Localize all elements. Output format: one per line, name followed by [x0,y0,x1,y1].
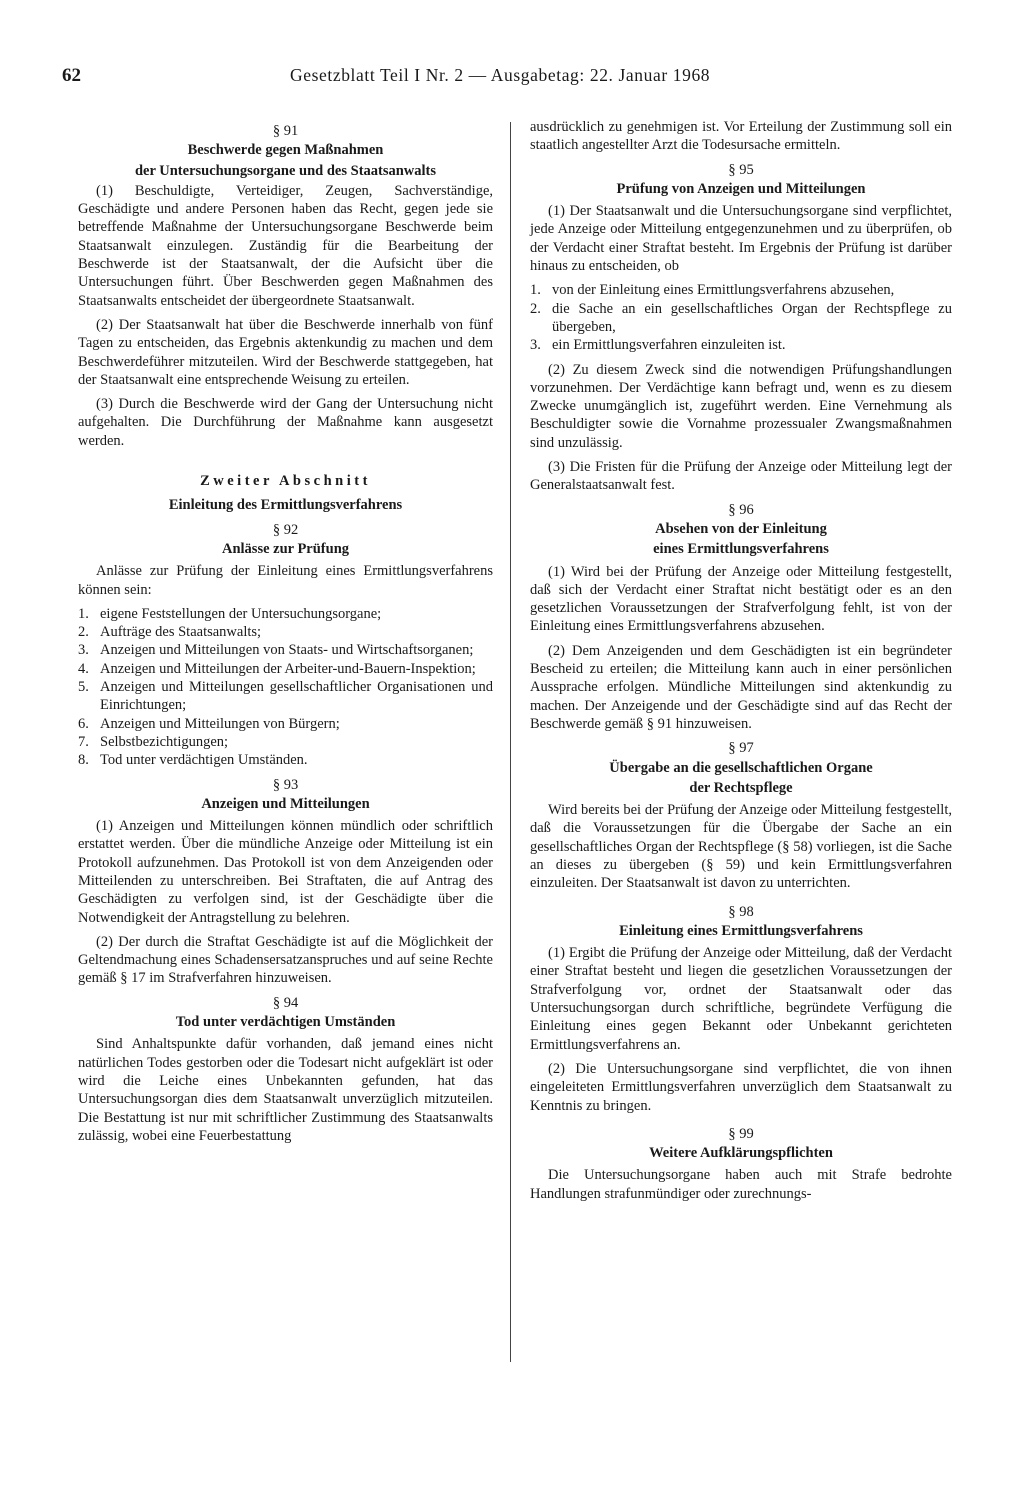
section-94-sign: § 94 [272,994,299,1011]
left-column [78,118,493,1151]
section-95-sign: § 95 [728,161,754,178]
section-91-title: Beschwerde gegen Maßnahmen [187,142,384,159]
section-91-sign: § 91 [272,123,299,139]
section-91-paragraph-2: (2) Der Staatsanwalt hat über die Beschwerde innerhalb von fünf Tagen zu entscheiden, das Ergebnis aktenkundig zu machen und dem Beschwerdeführer mitzuteilen. Wird der Beschwerde stattgegeben, hat der Staatsanwalt eine entsprechende Weisung zu erteilen. [78,316,493,388]
section-98-paragraph-2: (2) Die Untersuchungsorgane sind verpflichtet, die von ihnen eingeleiteten Ermittlungsverfahren unverzüglich dem Staatsanwalt zu Kenntnis zu bringen. [530,1060,952,1114]
list-item: 8. Tod unter verdächtigen Umständen. [78,752,308,769]
list-item: 7. Selbstbezichtigungen; [78,733,229,750]
section-98-paragraph-1: (1) Ergibt die Prüfung der Anzeige oder Mitteilung, daß der Verdacht einer Straftat besteht und liegen die gesetzlichen Voraussetzungen der Strafverfolgung vor, ordnet der Staatsanwalt oder das Untersuchungsorgan durch schriftliche, begründete Verfügung die Einleitung eines gegen Bekannt oder Unbekannt gerichteten Ermittlungsverfahrens an. [530,945,952,1053]
section-99-paragraph-1: Die Untersuchungsorgane haben auch mit Strafe bedrohte Handlungen strafunmündiger oder zurechnungs- [530,1167,952,1202]
chapter-title: Zweiter Abschnitt [200,473,371,490]
list-item: 3. Anzeigen und Mitteilungen von Staats- und Wirtschaftsorganen; [78,642,474,659]
list-item: 6. Anzeigen und Mitteilungen von Bürgern; [78,715,340,732]
section-94-title: Tod unter verdächtigen Umständen [175,1014,396,1031]
column-divider [510,122,511,1362]
section-96-sign: § 96 [728,501,754,518]
section-96-paragraph-1: (1) Wird bei der Prüfung der Anzeige oder Mitteilung festgestellt, daß sich der Verdacht einer Straftat nicht bestätigt oder es an den gesetzlichen Voraussetzungen der Strafverfolgung fehlt, ist von der Einleitung eines Ermittlungsverfahrens abzusehen. [530,563,952,635]
section-95-paragraph-1: (1) Der Staatsanwalt und die Untersuchungsorgane sind verpflichtet, jede Anzeige oder Mitteilung entgegenzunehmen und zu überprüfen, ob der Verdacht einer Straftat besteht. Im Ergebnis der Prüfung ist darüber hinaus zu entscheiden, ob [530,203,952,275]
chapter-subtitle: Einleitung des Ermittlungsverfahrens [168,497,403,514]
section-94-paragraph-1: Sind Anhaltspunkte dafür vorhanden, daß jemand eines nicht natürlichen Todes gestorben oder die Todesart nicht aufgeklärt ist oder wird die Leiche eines Unbekannten gefunden, hat das Untersuchungsorgan dies dem Staatsanwalt unverzüglich mitzuteilen. Die Bestattung ist nur mit schriftlicher Zustimmung des Staatsanwalts zulässig, wobei eine Feuerbestattung [78,1036,493,1144]
section-91-paragraph-1: (1) Beschuldigte, Verteidiger, Zeugen, Sachverständige, Geschädigte und andere Personen haben das Recht, gegen jede sie betreffende Maßnahme der Untersuchungsorgane Beschwerde beim Staatsanwalt einzulegen. Zuständig für die Bearbeitung der Beschwerde ist der Staatsanwalt, der die Aufsicht über die Untersuchungen führt. Über Beschwerden gegen Maßnahmen des Staatsanwalts entscheidet der übergeordnete Staatsanwalt. [78,182,493,309]
list-item: 5. Anzeigen und Mitteilungen gesellschaftlicher Organisationen und Einrichtungen; [78,679,493,714]
section-97-title: Übergabe an die gesellschaftlichen Organe [609,759,873,776]
section-96-title: Absehen von der Einleitung [655,520,827,537]
section-98-title: Einleitung eines Ermittlungsverfahrens [619,922,863,939]
section-91-paragraph-3: (3) Durch die Beschwerde wird der Gang der Untersuchung nicht aufgehalten. Die Durchführung der Maßnahme kann ausgesetzt werden. [78,396,493,449]
section-92-sign: § 92 [272,521,299,538]
section-96-title-line2: eines Ermittlungsverfahrens [653,541,829,558]
section-93-paragraph-1: (1) Anzeigen und Mitteilungen können mündlich oder schriftlich erstattet werden. Über die mündliche Anzeige oder Mitteilung ist ein Protokoll aufzunehmen. Das Protokoll ist von dem Anzeigenden oder Mitteilenden zu unterschreiben. Bei Straftaten, die auf Antrag des Geschädigten zu verfolgen sind, ist der Geschädigte über die Notwendigkeit der Antragstellung zu belehren. [78,818,493,926]
section-95-paragraph-3: (3) Die Fristen für die Prüfung der Anzeige oder Mitteilung legt der Generalstaatsanwalt fest. [530,459,952,494]
section-97-title-line2: der Rechtspflege [689,779,793,796]
section-94-continuation: ausdrücklich zu genehmigen ist. Vor Erteilung der Zustimmung soll ein staatlich angestellter Arzt die Todesursache ermitteln. [530,119,952,154]
section-97-paragraph-1: Wird bereits bei der Prüfung der Anzeige oder Mitteilung festgestellt, daß die Voraussetzungen für die Übergabe der Sache an ein gesellschaftliches Organ der Rechtspflege (§ 58) vorliegen, ist die Sache an dieses zu übergeben (§ 59) und kein Ermittlungsverfahren einzuleiten. Der Staatsanwalt ist davon zu unterrichten. [530,802,952,892]
section-92-list [78,605,493,770]
running-header: Gesetzblatt Teil I Nr. 2 — Ausgabetag: 22. Januar 1968 [290,65,711,85]
list-item: 1. eigene Feststellungen der Untersuchungsorgane; [78,605,382,622]
section-91-title-line2: der Untersuchungsorgane und des Staatsanwalts [134,162,437,179]
section-98-sign: § 98 [728,903,754,920]
page-number: 62 [62,65,81,86]
section-99-sign: § 99 [728,1125,754,1142]
section-93-title: Anzeigen und Mitteilungen [201,795,370,812]
list-item: 3. ein Ermittlungsverfahren einzuleiten ist. [530,337,786,354]
section-99-title: Weitere Aufklärungspflichten [649,1145,833,1162]
section-92-intro: Anlässe zur Prüfung der Einleitung eines Ermittlungsverfahrens können sein: [78,563,493,598]
section-93-sign: § 93 [272,776,299,793]
list-item: 1. von der Einleitung eines Ermittlungsverfahrens abzusehen, [530,282,895,299]
list-item: 4. Anzeigen und Mitteilungen der Arbeiter-und-Bauern-Inspektion; [78,660,476,677]
section-95-list [530,281,952,354]
section-92-title: Anlässe zur Prüfung [221,540,350,557]
list-item: 2. die Sache an ein gesellschaftliches Organ der Rechtspflege zu übergeben, [530,300,952,335]
section-96-paragraph-2: (2) Dem Anzeigenden und dem Geschädigten ist ein begründeter Bescheid zu erteilen; die Mitteilung kann auch in einer persönlichen Aussprache erfolgen. Mündliche Mitteilungen sind aktenkundig zu machen. Der Anzeigende und der Geschädigte sind auf das Recht der Beschwerde gemäß § 91 hinzuweisen. [530,642,952,732]
section-93-paragraph-2: (2) Der durch die Straftat Geschädigte ist auf die Möglichkeit der Geltendmachung eines Schadensersatzanspruches und auf seine Rechte gemäß § 17 im Strafverfahren hinzuweisen. [78,933,493,987]
right-column [530,118,952,1209]
list-item: 2. Aufträge des Staatsanwalts; [78,624,262,641]
section-95-paragraph-2: (2) Zu diesem Zweck sind die notwendigen Prüfungshandlungen vorzunehmen. Der Verdächtige kann befragt und, wenn es zu diesem Zwecke unumgänglich ist, zugeführt werden. Eine Vernehmung als Beschuldigter sowie die Vornahme prozessualer Zwangsmaßnahmen sind unzulässig. [530,361,952,451]
section-97-sign: § 97 [728,740,754,757]
section-95-title: Prüfung von Anzeigen und Mitteilungen [616,180,866,197]
